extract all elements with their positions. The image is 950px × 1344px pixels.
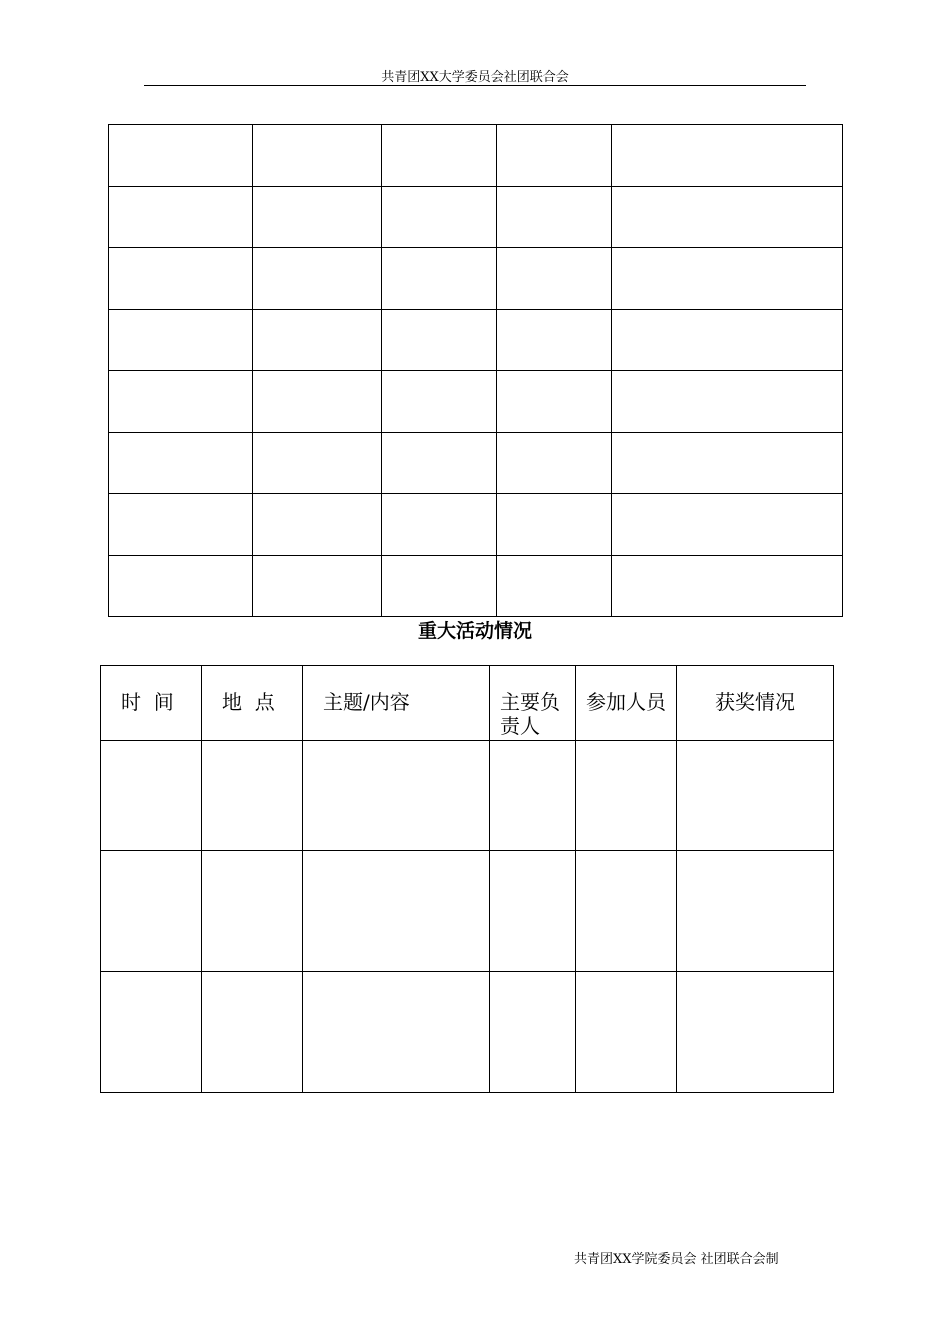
table-cell[interactable] <box>303 972 490 1093</box>
table-cell[interactable] <box>253 494 382 556</box>
table-cell[interactable] <box>497 248 612 310</box>
header-topic: 主题/内容 <box>303 666 490 741</box>
table-cell[interactable] <box>612 125 843 187</box>
table-cell[interactable] <box>109 494 253 556</box>
table-cell[interactable] <box>253 186 382 248</box>
table-row <box>109 309 843 371</box>
table-cell[interactable] <box>497 432 612 494</box>
table-cell[interactable] <box>109 371 253 433</box>
table-cell[interactable] <box>101 741 202 851</box>
table-cell[interactable] <box>612 555 843 617</box>
table-cell[interactable] <box>612 309 843 371</box>
table-row <box>109 494 843 556</box>
header-divider <box>144 85 806 86</box>
table-cell[interactable] <box>612 371 843 433</box>
table-cell[interactable] <box>612 494 843 556</box>
table-cell[interactable] <box>109 186 253 248</box>
table-row <box>109 248 843 310</box>
table-cell[interactable] <box>382 309 497 371</box>
table-cell[interactable] <box>109 125 253 187</box>
table-row <box>109 432 843 494</box>
table-cell[interactable] <box>382 432 497 494</box>
table-cell[interactable] <box>303 851 490 972</box>
table-cell[interactable] <box>253 125 382 187</box>
table-cell[interactable] <box>490 972 576 1093</box>
table-cell[interactable] <box>677 741 834 851</box>
table-cell[interactable] <box>382 125 497 187</box>
table-row <box>101 851 834 972</box>
table-cell[interactable] <box>497 125 612 187</box>
table-cell[interactable] <box>576 741 677 851</box>
table-cell[interactable] <box>109 248 253 310</box>
table-cell[interactable] <box>612 432 843 494</box>
table-cell[interactable] <box>497 186 612 248</box>
table-row <box>109 555 843 617</box>
header-place: 地 点 <box>202 666 303 741</box>
table-cell[interactable] <box>612 248 843 310</box>
table-cell[interactable] <box>497 555 612 617</box>
page-header-title: 共青团XX大学委员会社团联合会 <box>381 70 569 85</box>
table-cell[interactable] <box>382 371 497 433</box>
table-cell[interactable] <box>109 555 253 617</box>
table-row <box>101 972 834 1093</box>
table-cell[interactable] <box>253 432 382 494</box>
table-cell[interactable] <box>497 309 612 371</box>
table-cell[interactable] <box>497 371 612 433</box>
table-cell[interactable] <box>382 186 497 248</box>
header-awards: 获奖情况 <box>677 666 834 741</box>
table-cell[interactable] <box>202 851 303 972</box>
table-cell[interactable] <box>490 741 576 851</box>
table-cell[interactable] <box>303 741 490 851</box>
table-cell[interactable] <box>382 555 497 617</box>
header-leader: 主要负责人 <box>490 666 576 741</box>
page-footer: 共青团XX学院委员会 社团联合会制 <box>574 1252 779 1267</box>
table-cell[interactable] <box>253 555 382 617</box>
table-header-row <box>101 666 834 741</box>
table-cell[interactable] <box>382 494 497 556</box>
table-cell[interactable] <box>576 972 677 1093</box>
table-row <box>109 371 843 433</box>
table-cell[interactable] <box>677 851 834 972</box>
table-cell[interactable] <box>576 851 677 972</box>
table-cell[interactable] <box>202 741 303 851</box>
table-row <box>109 125 843 187</box>
table-cell[interactable] <box>497 494 612 556</box>
table-cell[interactable] <box>382 248 497 310</box>
table-cell[interactable] <box>490 851 576 972</box>
table-cell[interactable] <box>253 371 382 433</box>
table-cell[interactable] <box>253 248 382 310</box>
table-cell[interactable] <box>612 186 843 248</box>
table-cell[interactable] <box>109 432 253 494</box>
table-cell[interactable] <box>101 851 202 972</box>
table-cell[interactable] <box>109 309 253 371</box>
table-cell[interactable] <box>253 309 382 371</box>
table-cell[interactable] <box>677 972 834 1093</box>
table-cell[interactable] <box>101 972 202 1093</box>
section-title: 重大活动情况 <box>417 620 532 642</box>
activity-table <box>100 665 834 1093</box>
table-cell[interactable] <box>202 972 303 1093</box>
header-participants: 参加人员 <box>576 666 677 741</box>
table-row <box>109 186 843 248</box>
table-row <box>101 741 834 851</box>
header-time: 时 间 <box>101 666 202 741</box>
blank-form-table <box>108 124 843 617</box>
